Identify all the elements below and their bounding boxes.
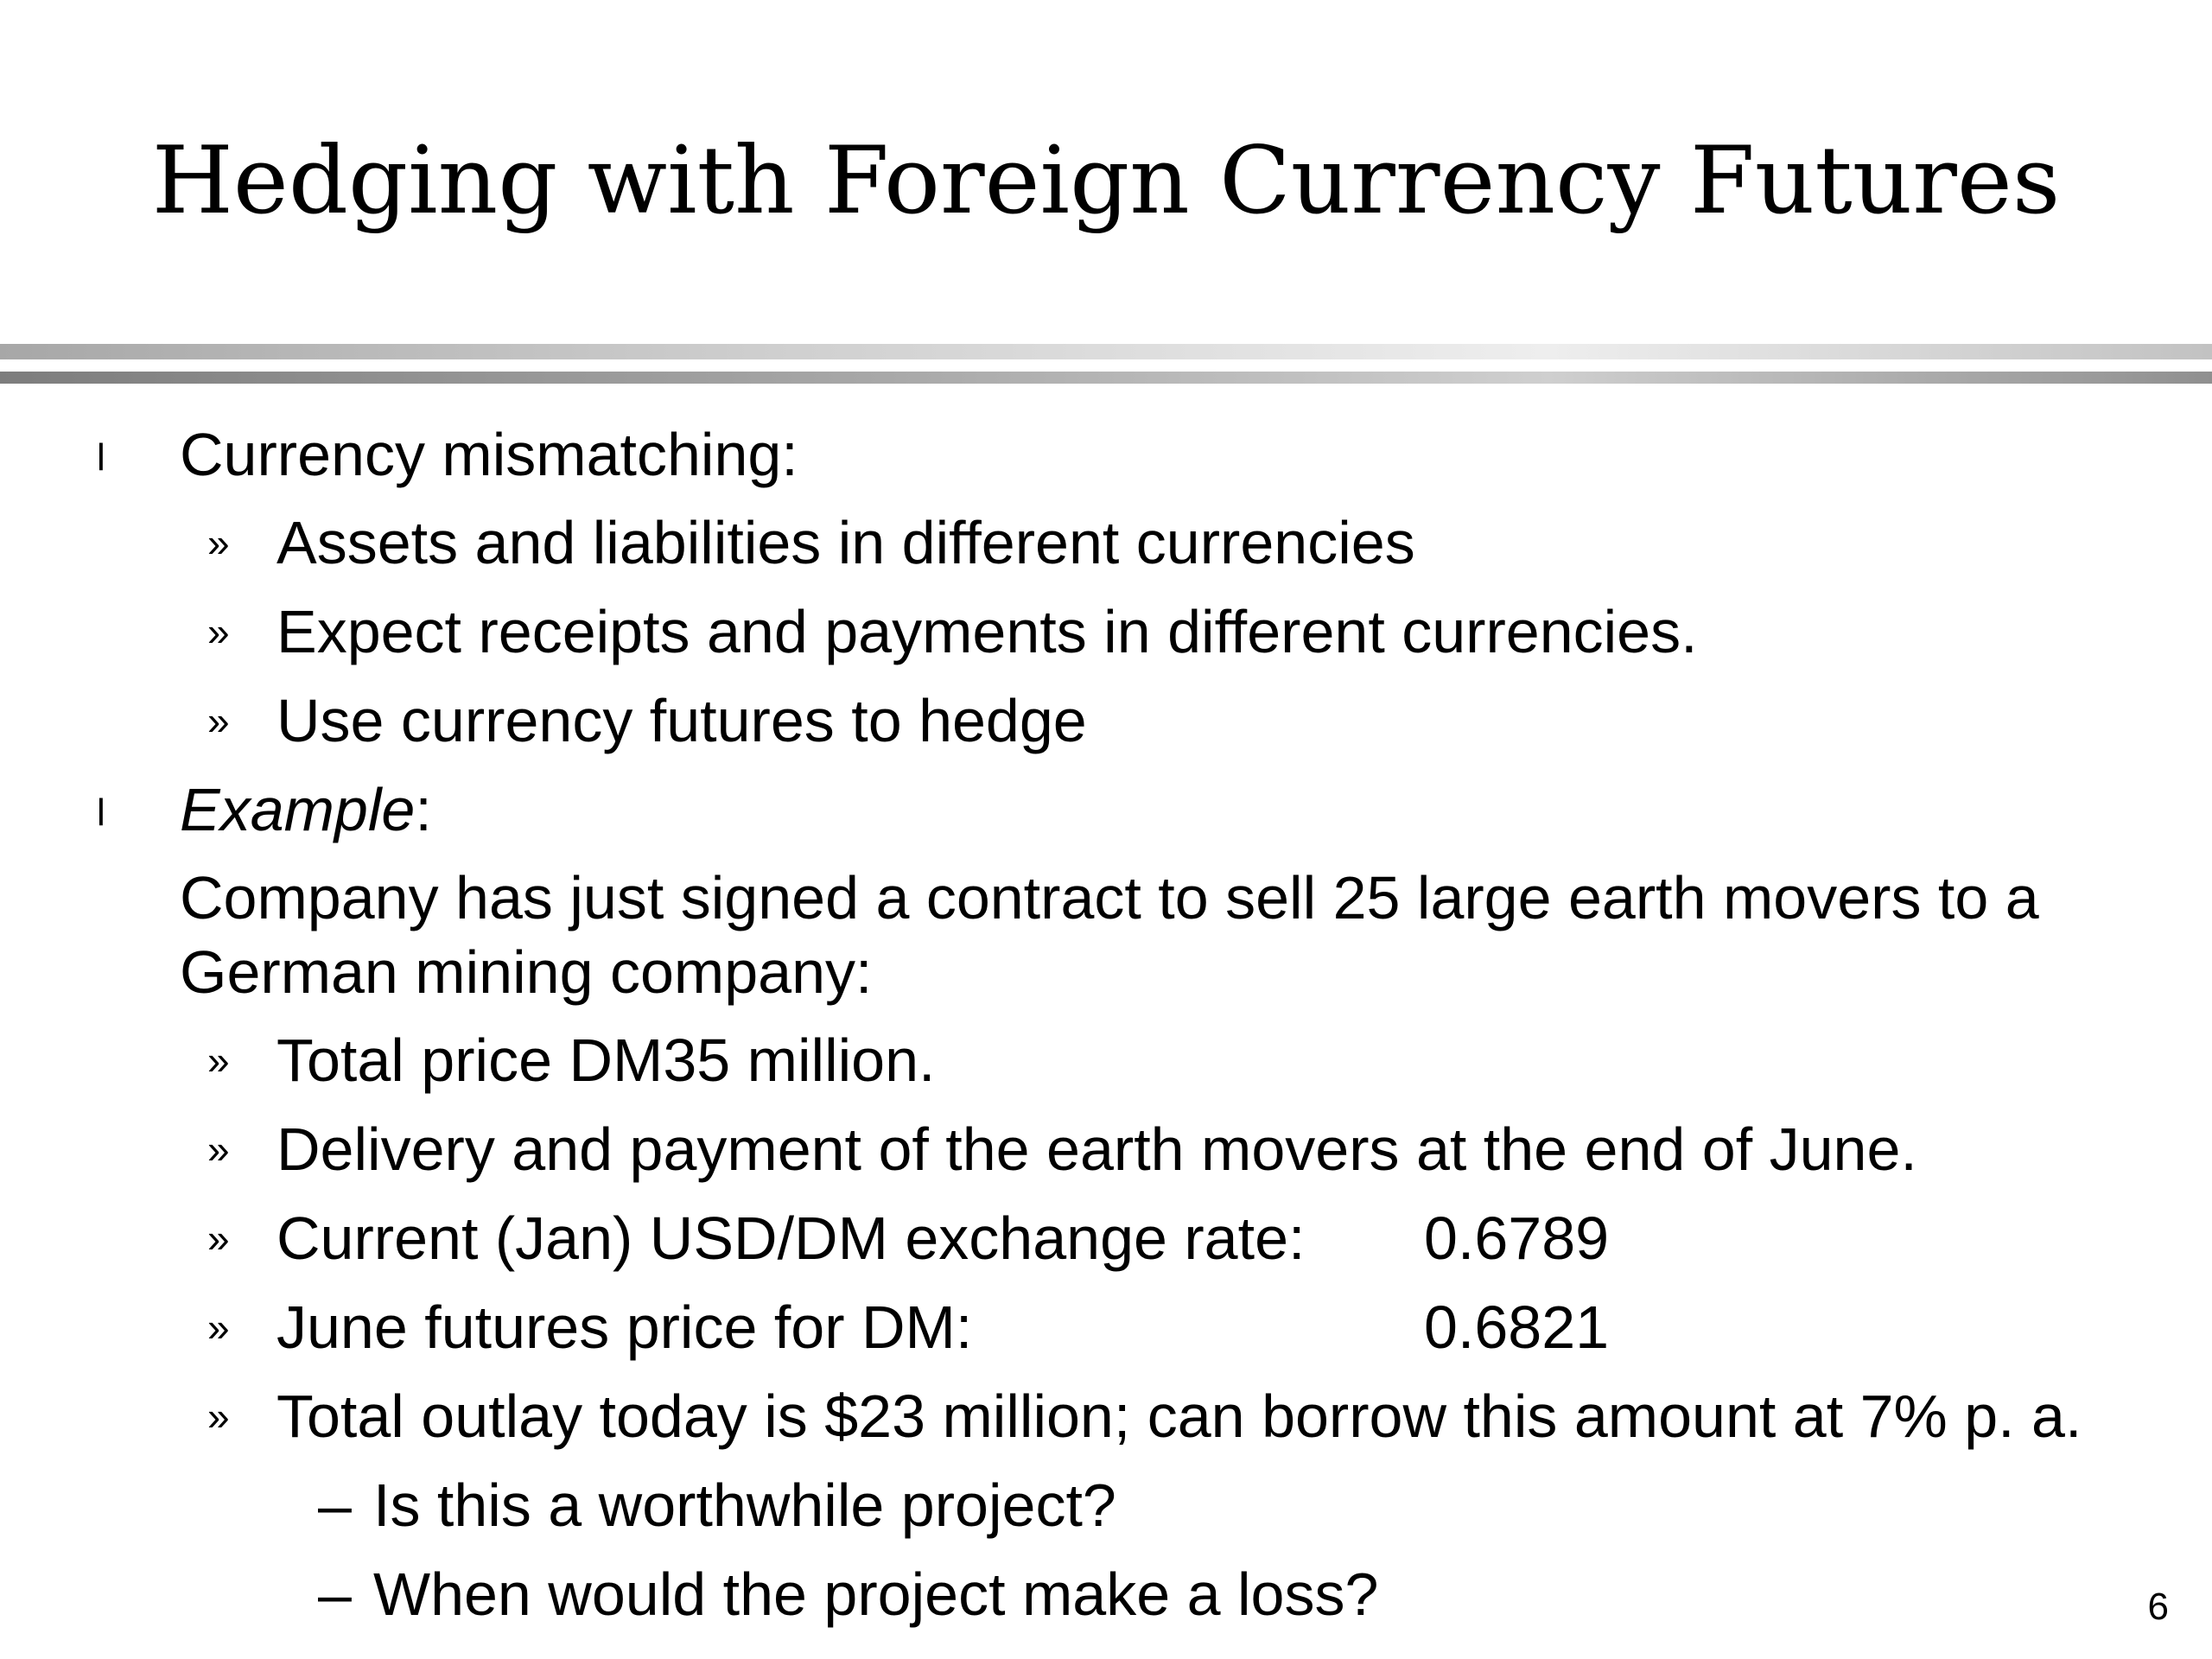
example-heading xyxy=(180,773,432,846)
list-item: Current (Jan) USD/DM exchange rate: xyxy=(276,1205,1306,1272)
list-item: Use currency futures to hedge xyxy=(276,687,1087,754)
sub-bullet-marker: » xyxy=(207,1038,230,1083)
example-description-line: Company has just signed a contract to sell 25 large earth movers to a xyxy=(180,864,2039,931)
sub-bullet-marker: » xyxy=(207,698,230,743)
sub-bullet-marker: » xyxy=(207,1216,230,1261)
sub-bullet-marker: » xyxy=(207,1394,230,1439)
sub-bullet-marker: » xyxy=(207,609,230,654)
example-heading-italic: Example xyxy=(180,776,416,843)
futures-price-value: 0.6821 xyxy=(1424,1294,1610,1361)
sub-bullet-marker: » xyxy=(207,520,230,565)
list-item: June futures price for DM: xyxy=(276,1294,973,1361)
example-heading-suffix: : xyxy=(415,776,432,843)
list-item: Delivery and payment of the earth movers at the end of June. xyxy=(276,1116,1917,1183)
list-item: Total outlay today is $23 million; can borrow this amount at 7% p. a. xyxy=(276,1382,2082,1450)
exchange-rate-value: 0.6789 xyxy=(1424,1205,1610,1272)
bullet-marker: l xyxy=(97,436,105,479)
slide-title: Hedging with Foreign Currency Futures xyxy=(151,127,2061,235)
sub-bullet-marker: » xyxy=(207,1305,230,1350)
page-number: 6 xyxy=(2147,1586,2169,1628)
question-item: When would the project make a loss? xyxy=(373,1560,1379,1628)
list-item: Total price DM35 million. xyxy=(276,1027,936,1094)
currency-mismatching-heading: Currency mismatching: xyxy=(180,421,798,488)
title-divider-bottom xyxy=(0,372,2212,384)
sub-bullet-marker: » xyxy=(207,1127,230,1172)
dash-marker: – xyxy=(318,1471,352,1539)
list-item: Assets and liabilities in different currencies xyxy=(276,509,1415,576)
dash-marker: – xyxy=(318,1560,352,1628)
question-item: Is this a worthwhile project? xyxy=(373,1471,1116,1539)
title-divider-top xyxy=(0,344,2212,359)
bullet-marker: l xyxy=(97,791,105,834)
list-item: Expect receipts and payments in different currencies. xyxy=(276,598,1698,665)
example-description-line: German mining company: xyxy=(180,938,873,1006)
